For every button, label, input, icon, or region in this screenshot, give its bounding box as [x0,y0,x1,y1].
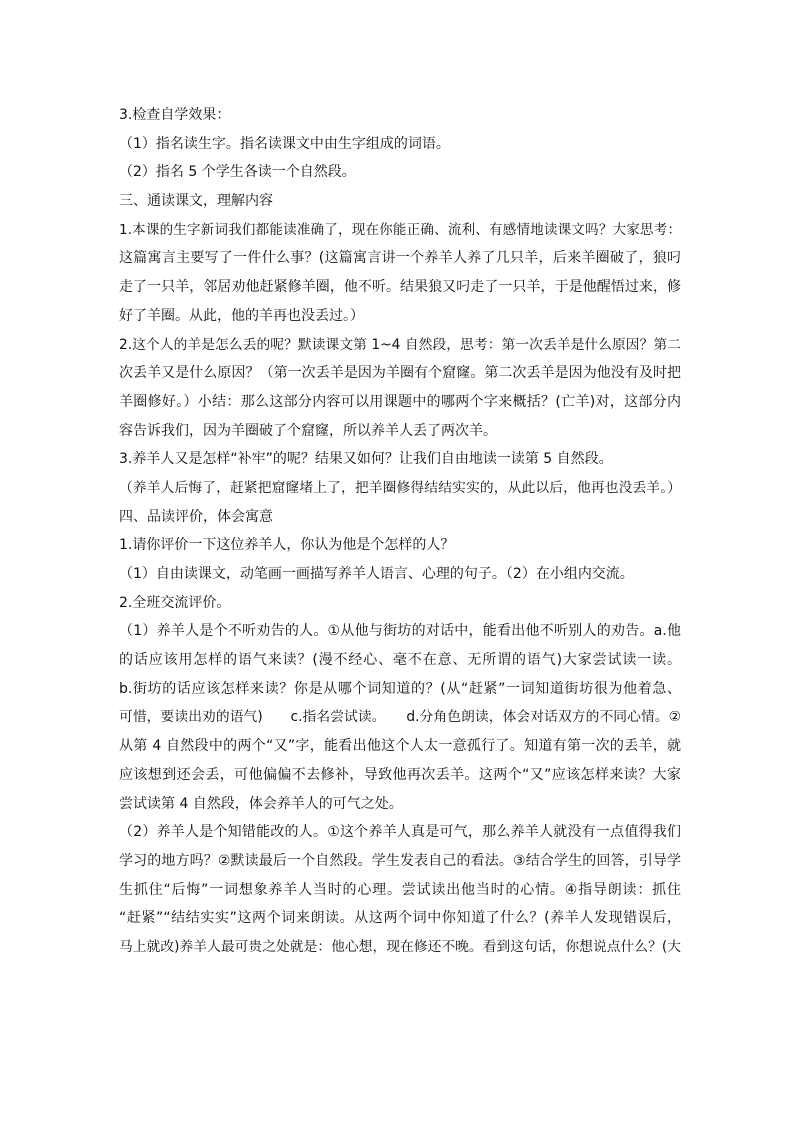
document-body [119,101,681,962]
text-line: 尝试读第 4 自然段，体会养羊人的可气之处。 [119,795,403,812]
text-line: 应该想到还会丢，可他偏偏不去修补，导致他再次丢羊。这两个“又”应该怎样来读？大家 [119,766,681,783]
text-line: 的话应该用怎样的语气来读？(漫不经心、毫不在意、无所谓的语气)大家尝试读一读。 [119,652,681,669]
section-heading: 三、通读课文，理解内容 [119,193,273,210]
text-line: 2.全班交流评价。 [119,594,231,611]
text-line: （1）自由读课文，动笔画一画描写养羊人语言、心理的句子。（2）在小组内交流。 [119,566,634,582]
text-line: 生抓住“后悔”一词想象养羊人当时的心理。尝试读出他当时的心情。④指导朗读：抓住 [119,881,681,898]
text-line: 1.本课的生字新词我们都能读准确了，现在你能正确、流利、有感情地读课文吗？大家思考： [119,221,681,238]
text-line: 从第 4 自然段中的两个“又”字，能看出他这个人太一意孤行了。知道有第一次的丢羊，就 [119,738,681,755]
text-line: 马上就改)养羊人最可贵之处就是：他心想，现在修还不晚。看到这句话，你想说点什么？(大 [119,938,681,955]
text-line: （1）指名读生字。指名读课文中由生字组成的词语。 [119,135,450,152]
text-line: 容告诉我们，因为羊圈破了个窟窿，所以养羊人丢了两次羊。 [119,422,497,439]
text-line: 这篇寓言主要写了一件什么事？(这篇寓言讲一个养羊人养了几只羊，后来羊圈破了，狼叼 [119,250,681,267]
text-line: （养羊人后悔了，赶紧把窟窿堵上了，把羊圈修得结结实实的，从此以后，他再也没丢羊。） [119,479,681,496]
text-line: 次丢羊又是什么原因？（第一次丢羊是因为羊圈有个窟窿。第二次丢羊是因为他没有及时把 [119,365,681,382]
text-line: 可惜，要读出劝的语气) c.指名尝试读。 d.分角色朗读，体会对话双方的不同心情。② [119,709,681,726]
text-line: 学习的地方吗？②默读最后一个自然段。学生发表自己的看法。③结合学生的回答，引导学 [119,852,681,869]
text-line: （2）养羊人是个知错能改的人。①这个养羊人真是可气，那么养羊人就没有一点值得我们 [119,824,681,841]
text-line: 好了羊圈。从此，他的羊再也没丢过。） [119,307,364,324]
text-line: 羊圈修好。）小结：那么这部分内容可以用课题中的哪两个字来概括？(亡羊)对，这部分内 [119,393,681,410]
text-line: b.街坊的话应该怎样来读？你是从哪个词知道的？(从“赶紧”一词知道街坊很为他着急、 [119,680,681,697]
text-line: 走了一只羊，邻居劝他赶紧修羊圈，他不听。结果狼又叼走了一只羊，于是他醒悟过来，修 [119,279,681,296]
text-line: （2）指名 5 个学生各读一个自然段。 [119,164,356,181]
text-line: “赶紧”“结结实实”这两个词来朗读。从这两个词中你知道了什么？(养羊人发现错误后， [119,910,681,927]
text-line: 1.请你评价一下这位养羊人，你认为他是个怎样的人？ [119,537,455,554]
text-line: 3.养羊人又是怎样“补牢”的呢？结果又如何？让我们自由地读一读第 5 自然段。 [119,451,613,468]
text-line: 2.这个人的羊是怎么丢的呢？默读课文第 1~4 自然段，思考：第一次丢羊是什么原因？第二 [119,336,681,353]
section-heading: 四、品读评价，体会寓意 [119,508,273,525]
text-line: 3.检查自学效果： [119,107,231,123]
text-line: （1）养羊人是个不听劝告的人。①从他与街坊的对话中，能看出他不听别人的劝告。a.他 [119,623,681,640]
